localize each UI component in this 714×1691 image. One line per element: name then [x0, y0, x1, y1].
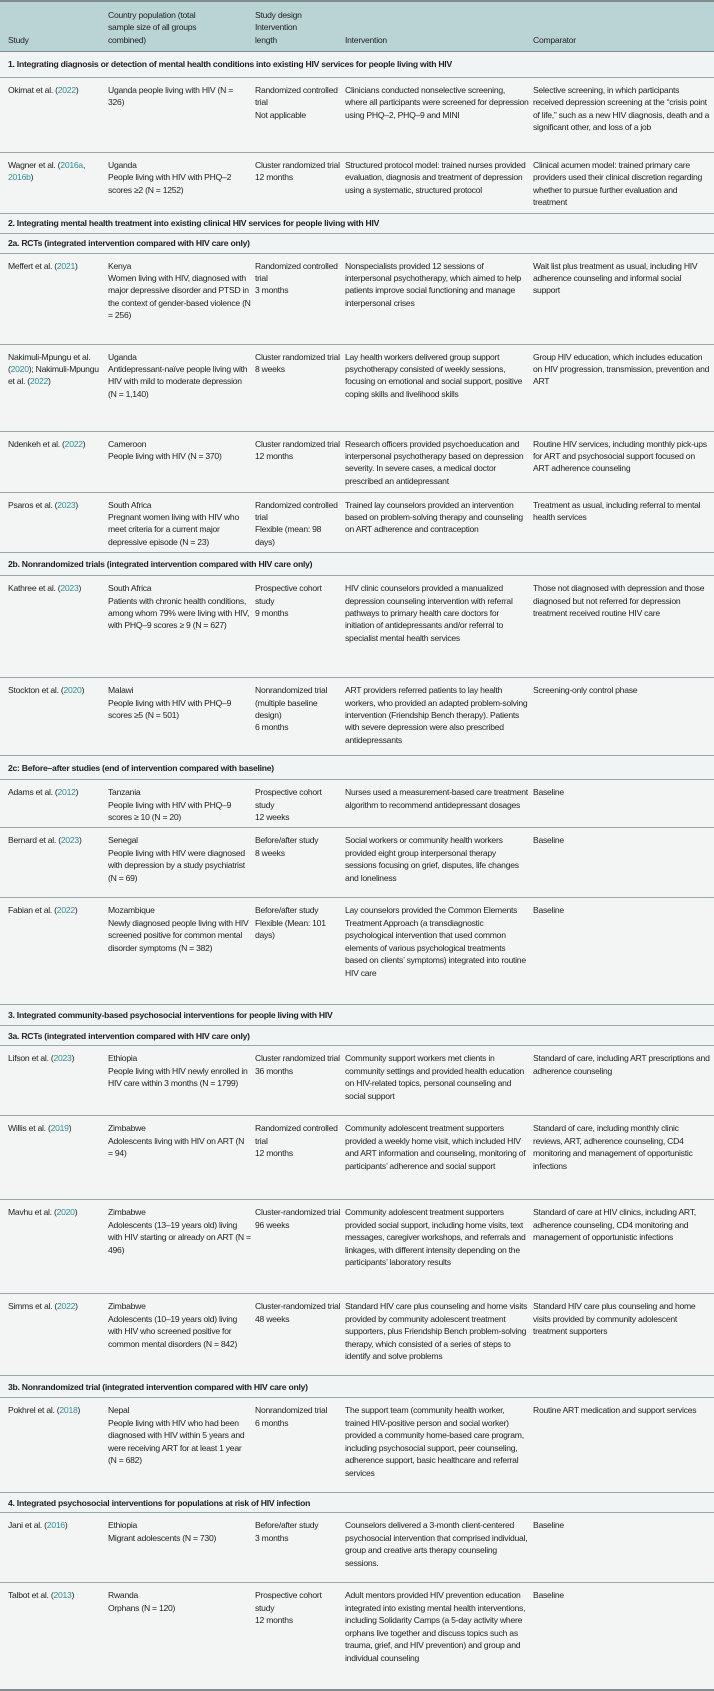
intervention-cell: Social workers or community health workers provided eight group interpersonal therapy sessions focusing on grief, disputes, life changes and loneliness — [345, 835, 519, 883]
study-design-cell — [255, 678, 345, 738]
comparator-cell: Screening-only control phase — [533, 685, 638, 696]
study-design: Randomized controlled trial — [255, 1123, 338, 1146]
header-comparator: Comparator — [533, 34, 576, 45]
study-design: Prospective cohort study — [255, 787, 322, 810]
header-design — [255, 3, 345, 51]
table-row — [0, 153, 714, 214]
study-author: ) — [74, 260, 78, 271]
intervention-length: 3 months — [255, 1532, 289, 1543]
country: Uganda — [108, 351, 137, 362]
population: Antidepressant-naïve people living with HIV with mild to moderate depression (N = 1,140) — [108, 364, 248, 399]
intervention-length: 96 weeks — [255, 1219, 290, 1230]
citation-year-link[interactable]: 2023 — [57, 499, 76, 510]
country-population-cell — [108, 78, 255, 113]
intervention-cell: Structured protocol model: trained nurses provided evaluation, diagnosis and treatment of depression using a systematic, structured protocol — [345, 160, 526, 195]
section-heading: 3b. Nonrandomized trial (integrated intervention compared with HIV care only) — [8, 1381, 308, 1392]
table-row — [0, 576, 714, 678]
study-design-cell — [255, 898, 345, 945]
section-heading-row — [0, 553, 714, 576]
study-author: ) — [75, 85, 79, 95]
country-population-cell — [108, 576, 255, 636]
country-population-cell — [108, 678, 255, 725]
study-author: Kathree et al. ( — [8, 583, 61, 594]
country: Zimbabwe — [108, 1207, 146, 1218]
intervention-cell: Adult mentors provided HIV prevention education integrated into existing mental health interventions, including Solidarity Camps (a 5-day activity where orphans live together and discuss topics such as trauma, grief, and HIV prevention) and group and individual counseling — [345, 1590, 526, 1663]
comparator-cell: Those not diagnosed with depression and those diagnosed but not referred for depression treatment received routine HIV care — [533, 583, 705, 619]
study-cell — [0, 345, 108, 392]
population: People living with HIV were diagnosed with depression by a study psychiatrist (N = 69) — [108, 847, 245, 883]
intervention-cell: Counselors delivered a 3-month client-centered psychosocial intervention that comprised individual, group and creative arts therapy counseling sessions. — [345, 1520, 528, 1568]
population: Newly diagnosed people living with HIV screened positive for common mental disorder symptoms (N = 382) — [108, 917, 249, 953]
comparator-cell: Baseline — [533, 787, 564, 798]
study-cell — [0, 1513, 108, 1535]
comparator-cell: Wait list plus treatment as usual, including HIV adherence counseling and informal social support — [533, 260, 698, 296]
study-author: Talbot et al. ( — [8, 1590, 54, 1601]
comparator-cell: Standard of care, including ART prescriptions and adherence counseling — [533, 1053, 710, 1076]
comparator-cell: Selective screening, in which participants received depression screening at the “crisis point of life,” such as a new HIV diagnosis, death and a significant other, and loss of a job — [533, 85, 710, 133]
table-row — [0, 1513, 714, 1583]
study-author: Bernard et al. ( — [8, 835, 61, 846]
country: South Africa — [108, 583, 152, 594]
intervention-length: 6 months — [255, 1417, 289, 1428]
intervention-length: 48 weeks — [255, 1313, 290, 1324]
table-row — [0, 78, 714, 153]
population: Adolescents (10–19 years old) living with HIV who screened positive for common mental disorders (N = 842) — [108, 1313, 238, 1349]
country-population-cell — [108, 493, 255, 553]
study-author: Mavhu et al. ( — [8, 1207, 57, 1218]
citation-year-link[interactable]: 2022 — [57, 85, 76, 95]
study-design-cell — [255, 254, 345, 301]
table-body — [0, 52, 714, 1691]
study-author: ) — [82, 438, 86, 449]
study-author: Pokhrel et al. ( — [8, 1405, 60, 1416]
intervention-length: 6 months — [255, 722, 289, 733]
study-author: Psaros et al. ( — [8, 499, 58, 510]
study-author: Nakimuli-Mpungu et al. ( — [8, 351, 91, 375]
intervention-cell: Nonspecialists provided 12 sessions of interpersonal psychotherapy, which aimed to help patients improve social functioning and manage interpersonal crises — [345, 260, 522, 308]
country-population-cell — [108, 1513, 255, 1548]
country-population-cell — [108, 254, 255, 326]
section-heading: 4. Integrated psychosocial interventions for populations at risk of HIV infection — [8, 1497, 311, 1508]
section-heading-row — [0, 1376, 714, 1398]
intervention-cell: Community support workers met clients in community settings and provided health education on HIV-related topics, personal counseling and social support — [345, 1053, 525, 1101]
country: Ethiopia — [108, 1520, 138, 1531]
study-cell — [0, 153, 108, 188]
study-cell — [0, 828, 108, 850]
table-row — [0, 1046, 714, 1116]
comparator-cell: Standard HIV care plus counseling and home visits provided by community adolescent treatment supporters — [533, 1301, 696, 1337]
study-design-cell — [255, 1294, 345, 1329]
study-cell — [0, 1200, 108, 1222]
study-author: Fabian et al. ( — [8, 905, 57, 916]
table-row — [0, 1398, 714, 1493]
study-design: Prospective cohort study — [255, 583, 322, 606]
study-author: ) — [75, 1301, 78, 1312]
study-author: ) — [74, 1207, 78, 1218]
intervention-length: 36 months — [255, 1065, 293, 1076]
study-author: Ndenkeh et al. ( — [8, 438, 65, 449]
intervention-length: 8 weeks — [255, 364, 285, 375]
study-author: ) — [75, 787, 79, 798]
country: South Africa — [108, 499, 152, 510]
study-author: ) — [81, 685, 85, 696]
study-design-cell — [255, 1583, 345, 1630]
intervention-length: 12 months — [255, 1148, 293, 1159]
study-author: Stockton et al. ( — [8, 685, 64, 696]
section-heading-row — [0, 756, 714, 780]
comparator-cell: Treatment as usual, including referral to mental health services — [533, 499, 701, 523]
study-author: ) — [68, 1123, 72, 1134]
study-cell — [0, 1046, 108, 1068]
study-author: ) — [71, 1590, 75, 1601]
study-design-cell — [255, 78, 345, 125]
citation-year-link[interactable]: 2016 — [46, 1520, 65, 1531]
study-author: ) — [78, 583, 82, 594]
table-row — [0, 828, 714, 898]
table-row — [0, 678, 714, 756]
section-heading-row — [0, 1026, 714, 1046]
study-design: Cluster randomized trial — [255, 160, 340, 170]
citation-year-link[interactable]: 2020 — [10, 364, 29, 375]
intervention-cell: Research officers provided psychoeducation and interpersonal psychotherapy based on depression severity. In severe cases, a medical doctor prescribed an antidepressant — [345, 438, 524, 486]
study-design-cell — [255, 1398, 345, 1433]
table-row — [0, 1200, 714, 1294]
citation-year-link[interactable]: 2021 — [56, 260, 75, 271]
intervention-length: 12 months — [255, 1615, 293, 1626]
intervention-length: 12 months — [255, 172, 293, 183]
study-design-cell — [255, 432, 345, 467]
country-population-cell — [108, 898, 255, 958]
population: Uganda people living with HIV (N = 326) — [108, 85, 234, 108]
country-population-cell — [108, 153, 255, 200]
table-header — [0, 2, 714, 52]
study-author: ) — [75, 499, 79, 510]
country-population-cell — [108, 345, 255, 405]
population: Migrant adolescents (N = 730) — [108, 1532, 217, 1543]
study-author: Willis et al. ( — [8, 1123, 51, 1134]
country: Malawi — [108, 685, 134, 696]
study-design: Cluster randomized trial — [255, 1053, 340, 1064]
intervention-length: 9 months — [255, 608, 289, 619]
study-design: Prospective cohort study — [255, 1590, 322, 1613]
study-author: Simms et al. ( — [8, 1301, 58, 1312]
study-design-cell — [255, 1116, 345, 1163]
population: Pregnant women living with HIV who meet criteria for a current major depressive episode (N = 23) — [108, 512, 239, 547]
country: Zimbabwe — [108, 1301, 146, 1312]
section-heading: 2c: Before–after studies (end of intervention compared with baseline) — [8, 762, 274, 773]
country: Ethiopia — [108, 1053, 138, 1064]
citation-year-link[interactable]: 2013 — [53, 1590, 72, 1601]
header-country-line: sample size of all groups — [108, 22, 197, 33]
country: Kenya — [108, 260, 132, 271]
study-design: Randomized controlled trial — [255, 85, 338, 108]
study-author: Adams et al. ( — [8, 787, 58, 798]
comparator-cell: Baseline — [533, 835, 564, 846]
population: People living with HIV with PHQ–2 scores ≥2 (N = 1252) — [108, 172, 232, 195]
study-design: Nonrandomized trial — [255, 1405, 328, 1416]
study-design: Before/after study — [255, 1520, 319, 1531]
comparator-cell: Baseline — [533, 1590, 564, 1601]
country: Tanzania — [108, 787, 141, 798]
population: Adolescents (13–19 years old) living with HIV starting or already on ART (N = 496) — [108, 1219, 251, 1255]
comparator-cell: Baseline — [533, 1520, 564, 1531]
study-author: ) — [77, 1405, 81, 1416]
study-cell — [0, 1294, 108, 1316]
intervention-cell: HIV clinic counselors provided a manualized depression counseling intervention with referral pathways to primary health care doctors for initiation of antidepressants and/or referral to specialist mental health services — [345, 583, 513, 643]
intervention-cell: Community adolescent treatment supporters provided social support, including home visits, text messages, caregiver workshops, and referrals and linkages, with different intensity depending on the participants’ laboratory results — [345, 1207, 526, 1268]
header-study: Study — [8, 34, 29, 45]
study-design-cell — [255, 576, 345, 623]
citation-year-link[interactable]: 2022 — [64, 438, 83, 449]
country: Rwanda — [108, 1590, 139, 1601]
country: Senegal — [108, 835, 138, 846]
header-design-line: Intervention — [255, 22, 297, 33]
citation-year-link[interactable]: 2019 — [50, 1123, 69, 1134]
citation-year-link[interactable]: 2022 — [57, 1301, 76, 1312]
country-population-cell — [108, 1294, 255, 1354]
country-population-cell — [108, 1398, 255, 1470]
country-population-cell — [108, 1116, 255, 1163]
study-author: ) — [71, 1053, 75, 1064]
study-cell — [0, 1583, 108, 1605]
study-design: Cluster-randomized trial — [255, 1301, 341, 1312]
intervention-length: 12 months — [255, 451, 293, 462]
citation-year-link[interactable]: 2023 — [53, 1053, 72, 1064]
country-population-cell — [108, 1046, 255, 1093]
section-heading: 3a. RCTs (integrated intervention compared with HIV care only) — [8, 1030, 250, 1041]
header-design-line: Study design — [255, 9, 302, 20]
study-cell — [0, 78, 108, 100]
section-heading: 2. Integrating mental health treatment into existing clinical HIV services for people living with HIV — [8, 217, 380, 228]
study-design-cell — [255, 345, 345, 380]
study-cell — [0, 898, 108, 920]
citation-year-link[interactable]: 2020 — [63, 685, 82, 696]
country: Zimbabwe — [108, 1123, 146, 1134]
study-author: , — [82, 160, 86, 170]
study-author: ) — [74, 905, 78, 916]
country: Mozambique — [108, 905, 155, 916]
intervention-cell: Trained lay counselors provided an intervention based on problem-solving therapy and counseling on ART adherence and contraception — [345, 499, 523, 535]
intervention-cell: Community adolescent treatment supporters provided a weekly home visit, which included HIV and ART information and counseling, monitoring of participants’ adherence and social support — [345, 1123, 526, 1171]
citation-year-link[interactable]: 2023 — [60, 835, 79, 846]
study-cell — [0, 432, 108, 454]
comparator-cell: Standard of care at HIV clinics, including ART, adherence counseling, CD4 monitoring and management of opportunistic infections — [533, 1207, 696, 1243]
study-cell — [0, 1398, 108, 1420]
table-row — [0, 1294, 714, 1376]
study-design: Before/after study — [255, 835, 319, 846]
study-author: Meffert et al. ( — [8, 260, 57, 271]
study-author: ); Nakimuli-Mpungu et al. ( — [8, 364, 99, 387]
section-heading-row — [0, 1005, 714, 1026]
table-row — [0, 493, 714, 554]
study-design-cell — [255, 493, 345, 553]
study-author: Jani et al. ( — [8, 1520, 47, 1531]
comparator-cell: Standard of care, including monthly clinic reviews, ART, adherence counseling, CD4 monitoring and management of opportunistic infections — [533, 1123, 693, 1171]
study-design-cell — [255, 780, 345, 827]
citation-year-link[interactable]: 2023 — [60, 583, 79, 594]
study-design: Randomized controlled trial — [255, 260, 338, 284]
intervention-cell: Clinicians conducted nonselective screening, where all participants were screened for depression using PHQ–2, PHQ–9 and MINI — [345, 85, 529, 120]
study-author: ) — [30, 172, 34, 183]
study-cell — [0, 678, 108, 700]
intervention-cell: Lay health workers delivered group support psychotherapy consisted of weekly sessions, focusing on emotional and social support, positive coping skills and livelihood skills — [345, 351, 523, 399]
table-row — [0, 1583, 714, 1691]
section-heading-row — [0, 234, 714, 254]
population: People living with HIV (N = 370) — [108, 451, 222, 462]
citation-year-link[interactable]: 2022 — [29, 376, 49, 387]
table-row — [0, 780, 714, 828]
citation-year-link[interactable]: 2012 — [57, 787, 76, 798]
citation-year-link[interactable]: 2016b — [8, 172, 31, 183]
study-cell — [0, 493, 108, 515]
section-heading-row — [0, 52, 714, 78]
table-row — [0, 254, 714, 345]
comparator-cell: Clinical acumen model: trained primary care providers used their clinical discretion regarding whether to pursue further evaluation and treatment — [533, 160, 703, 208]
table-row — [0, 345, 714, 432]
header-country-line: Country population (total — [108, 9, 196, 20]
study-author: ) — [48, 376, 51, 387]
header-design-line: length — [255, 34, 277, 45]
section-heading-row — [0, 1493, 714, 1513]
population: People living with HIV newly enrolled in HIV care within 3 months (N = 1799) — [108, 1065, 248, 1089]
intervention-length: 3 months — [255, 285, 289, 296]
section-heading: 2a. RCTs (integrated intervention compared with HIV care only) — [8, 237, 250, 248]
study-author: ) — [64, 1520, 68, 1531]
study-design-cell — [255, 1046, 345, 1081]
citation-year-link[interactable]: 2020 — [56, 1207, 75, 1218]
intervention-length: Flexible (mean: 98 days) — [255, 524, 322, 547]
population: Adolescents living with HIV on ART (N = 94) — [108, 1135, 245, 1159]
study-cell — [0, 254, 108, 276]
study-design: Cluster-randomized trial — [255, 1207, 341, 1218]
section-heading: 3. Integrated community-based psychosocial interventions for people living with HIV — [8, 1010, 333, 1021]
study-design-cell — [255, 153, 345, 188]
citation-year-link[interactable]: 2022 — [56, 905, 75, 916]
section-heading: 1. Integrating diagnosis or detection of mental health conditions into existing HIV services for people living with HIV — [8, 59, 452, 70]
study-cell — [0, 576, 108, 598]
study-design-cell — [255, 1513, 345, 1548]
population: Orphans (N = 120) — [108, 1602, 176, 1613]
study-design: Cluster randomized trial — [255, 351, 340, 362]
comparator-cell: Routine ART medication and support services — [533, 1405, 697, 1416]
population: Women living with HIV, diagnosed with major depressive disorder and PTSD in the context of gender-based violence (N = 256) — [108, 273, 251, 321]
study-author: Wagner et al. ( — [8, 160, 61, 170]
study-design: Cluster randomized trial — [255, 438, 340, 449]
intervention-length: Not applicable — [255, 109, 306, 120]
population: People living with HIV with PHQ–9 scores ≥ 10 (N = 20) — [108, 799, 232, 823]
country: Cameroon — [108, 438, 147, 449]
country-population-cell — [108, 432, 255, 467]
intervention-length: Flexible (Mean: 101 days) — [255, 917, 326, 941]
country: Uganda — [108, 160, 137, 170]
section-heading-row — [0, 214, 714, 234]
comparator-cell: Routine HIV services, including monthly pick-ups for ART and psychosocial support focused on ART adherence counseling — [533, 438, 707, 474]
intervention-length: 12 weeks — [255, 812, 290, 823]
study-author: ) — [78, 835, 82, 846]
table-row — [0, 432, 714, 493]
intervention-cell: The support team (community health worker, trained HIV-positive person and social worker) provided a community home-based care program, including psychosocial support, peer counseling, adherence support, basic healthcare and referral services — [345, 1405, 524, 1478]
study-author: Lifson et al. ( — [8, 1053, 54, 1064]
study-design-cell — [255, 1200, 345, 1235]
citation-year-link[interactable]: 2018 — [59, 1405, 78, 1416]
study-design-cell — [255, 828, 345, 863]
study-design: Nonrandomized trial (multiple baseline design) — [255, 685, 328, 721]
country-population-cell — [108, 828, 255, 888]
study-design: Randomized controlled trial — [255, 499, 338, 523]
population: People living with HIV with PHQ–9 scores ≥5 (N = 501) — [108, 697, 232, 721]
intervention-cell: Nurses used a measurement-based care treatment algorithm to recommend antidepressant dosages — [345, 787, 528, 810]
table-row — [0, 898, 714, 1005]
study-design: Before/after study — [255, 905, 319, 916]
study-author: Okimat et al. ( — [8, 85, 58, 95]
intervention-cell: ART providers referred patients to lay health workers, who provided an adapted problem-solving intervention (Friendship Bench therapy). Patients with severe depression were also prescribed antidepressants — [345, 685, 528, 745]
section-heading: 2b. Nonrandomized trials (integrated intervention compared with HIV care only) — [8, 559, 313, 570]
country-population-cell — [108, 1200, 255, 1260]
header-country — [108, 3, 255, 51]
study-cell — [0, 1116, 108, 1138]
country: Nepal — [108, 1405, 130, 1416]
population: People living with HIV who had been diagnosed with HIV within 5 years and were receiving ART for at least 1 year (N = 682) — [108, 1417, 245, 1466]
intervention-length: 8 weeks — [255, 847, 285, 858]
header-intervention: Intervention — [345, 34, 387, 45]
header-country-line: combined) — [108, 34, 146, 45]
country-population-cell — [108, 780, 255, 827]
table-row — [0, 1116, 714, 1200]
country-population-cell — [108, 1583, 255, 1618]
intervention-cell: Lay counselors provided the Common Elements Treatment Approach (a transdiagnostic psychological intervention that used common elements of various psychological treatments based on clients’ symptoms) integrated into routine HIV care — [345, 905, 526, 978]
study-cell — [0, 780, 108, 802]
population: Patients with chronic health conditions, among whom 79% were living with HIV, with PHQ–9 scores ≥ 9 (N = 627) — [108, 595, 250, 631]
citation-year-link[interactable]: 2016a — [60, 160, 83, 170]
intervention-cell: Standard HIV care plus counseling and home visits provided by community adolescent treatment supporters, plus Friendship Bench problem-solving therapy, which consisted of a series of steps to identify and solve problems — [345, 1301, 528, 1362]
comparator-cell: Group HIV education, which includes education on HIV progression, transmission, prevention and ART — [533, 351, 710, 387]
comparator-cell: Baseline — [533, 905, 564, 916]
